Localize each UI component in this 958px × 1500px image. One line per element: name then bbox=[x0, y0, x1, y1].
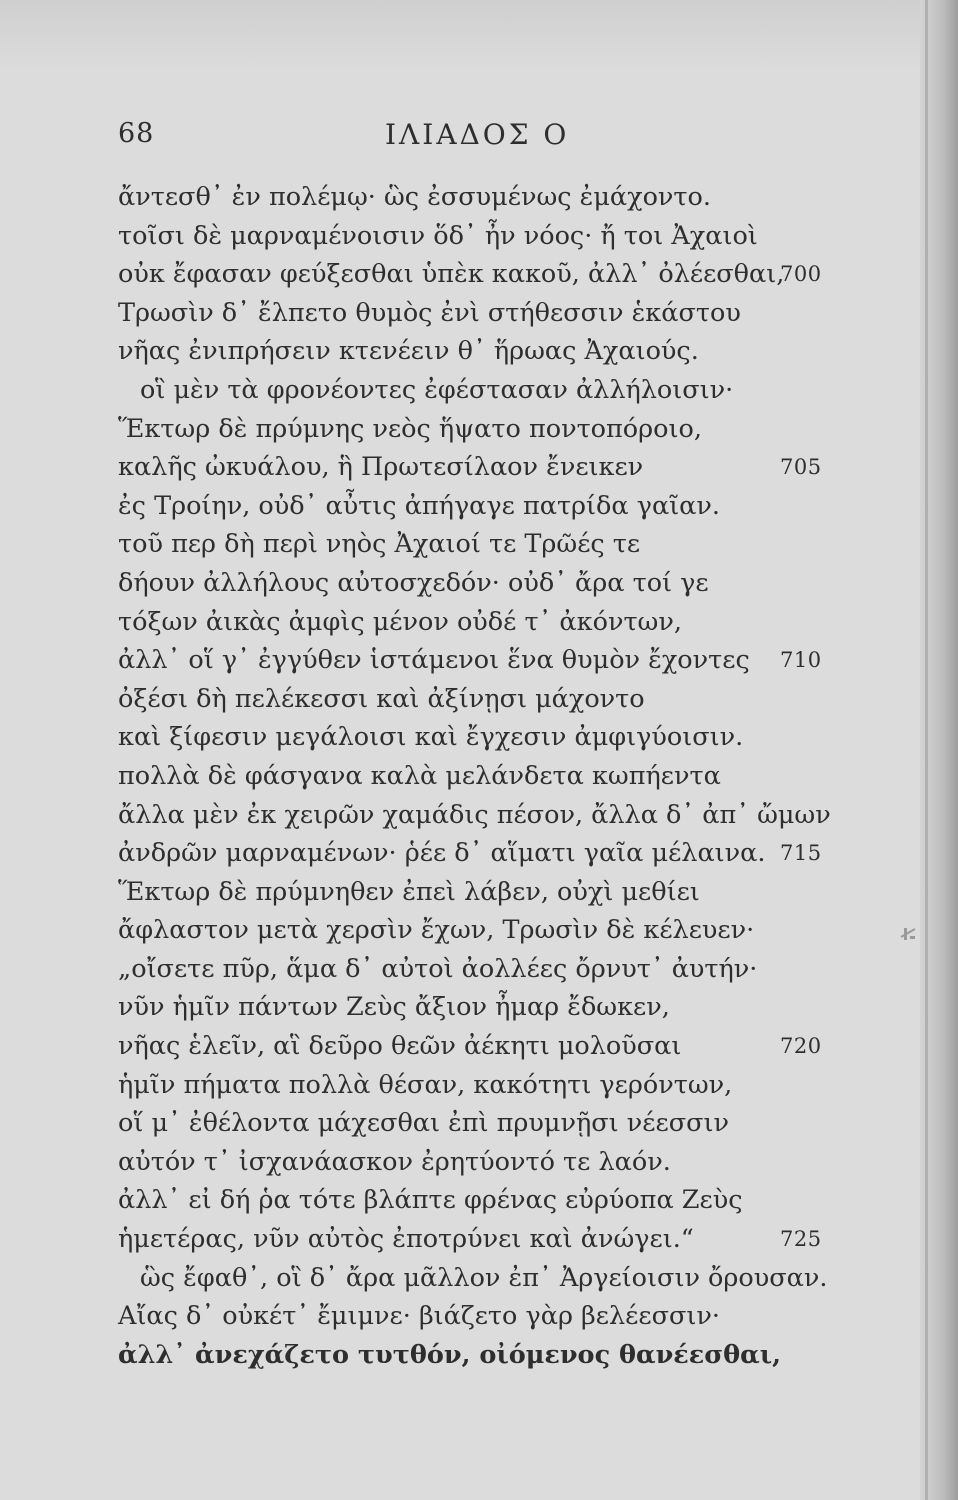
verse-line bbox=[118, 448, 908, 487]
verse-text: καὶ ξίφεσιν μεγάλοισι καὶ ἔγχεσιν ἀμφιγύοισιν. bbox=[118, 722, 744, 753]
verse-number: 700 bbox=[780, 262, 822, 287]
verse-text: οἵ μ᾽ ἐθέλοντα μάχεσθαι ἐπὶ πρυμνῇσι νέεσσιν bbox=[118, 1108, 730, 1139]
page-top-shading bbox=[0, 0, 958, 70]
verse-text: Τρωσὶν δ᾽ ἔλπετο θυμὸς ἐνὶ στήθεσσιν ἑκάστου bbox=[118, 297, 741, 328]
verse-line bbox=[118, 1220, 908, 1259]
verse-text: τοῖσι δὲ μαρναμένοισιν ὅδ᾽ ἦν νόος· ἤ τοι Ἀχαιοὶ bbox=[118, 220, 758, 251]
verse-line bbox=[118, 834, 908, 873]
verse-line bbox=[118, 1143, 908, 1182]
verse-text: ἀνδρῶν μαρναμένων· ῥέε δ᾽ αἵματι γαῖα μέλαινα. bbox=[118, 838, 766, 869]
verse-text: Ἕκτωρ δὲ πρύμνης νεὸς ἥψατο ποντοπόροιο, bbox=[118, 413, 702, 444]
verse-line bbox=[118, 1066, 908, 1105]
verse-line bbox=[118, 1336, 908, 1375]
verse-text: οὐκ ἔφασαν φεύξεσθαι ὑπὲκ κακοῦ, ἀλλ᾽ ὀλέεσθαι, bbox=[118, 259, 785, 290]
verse-number: 705 bbox=[780, 455, 822, 480]
verse-text: ἐς Τροίην, οὐδ᾽ αὖτις ἀπήγαγε πατρίδα γαῖαν. bbox=[118, 490, 721, 521]
verse-text: δήουν ἀλλήλους αὐτοσχεδόν· οὐδ᾽ ἄρα τοί γε bbox=[118, 567, 709, 598]
verse-line bbox=[118, 178, 908, 217]
verse-text: ἀλλ᾽ οἵ γ᾽ ἐγγύθεν ἱστάμενοι ἕνα θυμὸν ἔχοντες bbox=[118, 645, 750, 676]
verse-line bbox=[118, 332, 908, 371]
verse-text: ἡμετέρας, νῦν αὐτὸς ἐποτρύνει καὶ ἀνώγει.“ bbox=[118, 1224, 694, 1255]
page-edge-line bbox=[925, 0, 928, 1500]
verse-text-block bbox=[118, 178, 908, 1374]
verse-text: ἀλλ᾽ ἀνεχάζετο τυτθόν, οἰόμενος θανέεσθαι, bbox=[118, 1339, 781, 1370]
verse-line bbox=[118, 1027, 908, 1066]
verse-line bbox=[118, 1297, 908, 1336]
verse-text: ὣς ἔφαθ᾽, οἳ δ᾽ ἄρα μᾶλλον ἐπ᾽ Ἀργείοισιν ὄρουσαν. bbox=[140, 1262, 828, 1293]
verse-number: 725 bbox=[780, 1227, 822, 1252]
verse-line bbox=[118, 371, 908, 410]
verse-line bbox=[118, 410, 908, 449]
verse-line bbox=[118, 680, 908, 719]
verse-line bbox=[118, 1259, 908, 1298]
verse-text: νῦν ἡμῖν πάντων Ζεὺς ἄξιον ἦμαρ ἔδωκεν, bbox=[118, 992, 670, 1023]
running-head bbox=[0, 118, 958, 158]
verse-line bbox=[118, 641, 908, 680]
verse-line bbox=[118, 255, 908, 294]
verse-line bbox=[118, 988, 908, 1027]
verse-line bbox=[118, 718, 908, 757]
verse-text: οἳ μὲν τὰ φρονέοντες ἐφέστασαν ἀλλήλοισιν· bbox=[140, 374, 734, 405]
verse-text: ἀλλ᾽ εἰ δή ῥα τότε βλάπτε φρένας εὐρύοπα Ζεὺς bbox=[118, 1185, 743, 1216]
verse-text: Ἕκτωρ δὲ πρύμνηθεν ἐπεὶ λάβεν, οὐχὶ μεθίει bbox=[118, 876, 700, 907]
verse-line bbox=[118, 796, 908, 835]
running-title: ΙΛΙΑΔΟΣ Ο bbox=[385, 118, 570, 151]
verse-text: ἄφλαστον μετὰ χερσὶν ἔχων, Τρωσὶν δὲ κέλευεν· bbox=[118, 915, 755, 946]
verse-number: 715 bbox=[780, 841, 822, 866]
verse-line bbox=[118, 294, 908, 333]
verse-text: „οἴσετε πῦρ, ἅμα δ᾽ αὐτοὶ ἀολλέες ὄρνυτ᾽ ἀυτήν· bbox=[118, 953, 758, 984]
verse-line bbox=[118, 757, 908, 796]
verse-line bbox=[118, 1104, 908, 1143]
verse-number: 710 bbox=[780, 648, 822, 673]
verse-number: 720 bbox=[780, 1034, 822, 1059]
verse-line bbox=[118, 603, 908, 642]
verse-line bbox=[118, 564, 908, 603]
verse-line bbox=[118, 911, 908, 950]
verse-text: καλῆς ὠκυάλου, ἣ Πρωτεσίλαον ἔνεικεν bbox=[118, 452, 644, 483]
verse-text: ἄντεσθ᾽ ἐν πολέμῳ· ὣς ἐσσυμένως ἐμάχοντο. bbox=[118, 182, 711, 212]
verse-text: νῆας ἑλεῖν, αἳ δεῦρο θεῶν ἀέκητι μολοῦσαι bbox=[118, 1031, 682, 1062]
verse-text: Αἴας δ᾽ οὐκέτ᾽ ἔμιμνε· βιάζετο γὰρ βελέεσσιν· bbox=[118, 1301, 721, 1332]
verse-line bbox=[118, 525, 908, 564]
verse-text: τοῦ περ δὴ περὶ νηὸς Ἀχαιοί τε Τρῶές τε bbox=[118, 529, 641, 560]
verse-line bbox=[118, 873, 908, 912]
verse-line bbox=[118, 950, 908, 989]
verse-line bbox=[118, 217, 908, 256]
verse-text: πολλὰ δὲ φάσγανα καλὰ μελάνδετα κωπήεντα bbox=[118, 760, 721, 791]
verse-text: ἡμῖν πήματα πολλὰ θέσαν, κακότητι γερόντων, bbox=[118, 1069, 733, 1100]
verse-text: αὐτόν τ᾽ ἰσχανάασκον ἐρητύοντό τε λαόν. bbox=[118, 1146, 671, 1177]
verse-line bbox=[118, 1181, 908, 1220]
verse-text: νῆας ἐνιπρήσειν κτενέειν θ᾽ ἥρωας Ἀχαιούς. bbox=[118, 336, 699, 367]
verse-line bbox=[118, 487, 908, 526]
verse-text: τόξων ἀικὰς ἀμφὶς μένον οὐδέ τ᾽ ἀκόντων, bbox=[118, 606, 682, 637]
verse-text: ὀξέσι δὴ πελέκεσσι καὶ ἀξίνῃσι μάχοντο bbox=[118, 683, 645, 714]
paper-speck bbox=[898, 922, 920, 944]
verse-text: ἄλλα μὲν ἐκ χειρῶν χαμάδις πέσον, ἄλλα δ᾽ ἀπ᾽ ὤμων bbox=[118, 799, 831, 830]
page-number: 68 bbox=[118, 118, 155, 149]
